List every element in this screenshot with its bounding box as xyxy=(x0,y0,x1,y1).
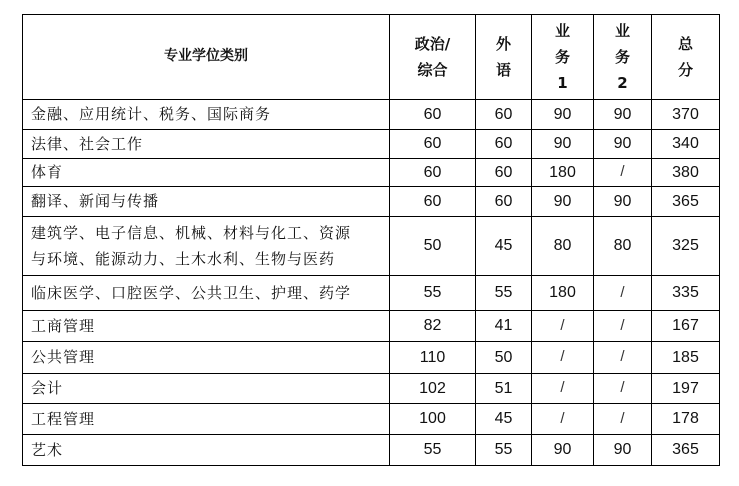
total-cell: 197 xyxy=(652,374,720,404)
category-cell xyxy=(23,100,390,130)
category-text: 会计 xyxy=(31,379,64,398)
politics-cell: 110 xyxy=(390,342,476,374)
header-subject2-line: 务 xyxy=(614,48,630,66)
category-cell xyxy=(23,311,390,342)
language-cell: 60 xyxy=(476,130,532,159)
table-row xyxy=(23,187,720,217)
politics-cell: 55 xyxy=(390,435,476,466)
header-language-line: 外 xyxy=(495,35,511,53)
header-category: 专业学位类别 xyxy=(23,15,390,100)
subject2-cell: 90 xyxy=(594,130,652,159)
subject1-cell: 180 xyxy=(532,276,594,311)
header-subject2 xyxy=(594,15,652,100)
table-row xyxy=(23,404,720,435)
language-cell: 45 xyxy=(476,217,532,276)
total-cell: 335 xyxy=(652,276,720,311)
subject2-cell: / xyxy=(594,342,652,374)
category-text: 公共管理 xyxy=(31,348,96,367)
header-total-line: 分 xyxy=(677,61,693,79)
category-cell xyxy=(23,342,390,374)
politics-cell: 50 xyxy=(390,217,476,276)
score-table-container xyxy=(22,14,719,466)
politics-cell: 60 xyxy=(390,130,476,159)
subject2-cell: 90 xyxy=(594,435,652,466)
category-text: 体育 xyxy=(31,163,64,182)
header-row xyxy=(23,15,720,100)
table-row xyxy=(23,435,720,466)
language-cell: 60 xyxy=(476,159,532,187)
language-cell: 55 xyxy=(476,435,532,466)
header-total xyxy=(652,15,720,100)
header-total-line: 总 xyxy=(677,35,693,53)
header-politics xyxy=(390,15,476,100)
politics-cell: 60 xyxy=(390,159,476,187)
header-subject1-line: 务 xyxy=(554,48,570,66)
category-text: 工商管理 xyxy=(31,316,96,335)
politics-cell: 82 xyxy=(390,311,476,342)
category-text: 建筑学、电子信息、机械、材料与化工、资源 xyxy=(31,224,352,242)
subject1-cell: 90 xyxy=(532,187,594,217)
category-cell xyxy=(23,130,390,159)
header-subject2-line: 业 xyxy=(614,22,630,40)
politics-cell: 102 xyxy=(390,374,476,404)
total-cell: 380 xyxy=(652,159,720,187)
category-cell xyxy=(23,435,390,466)
subject1-cell: / xyxy=(532,374,594,404)
table-row xyxy=(23,100,720,130)
category-text: 与环境、能源动力、土木水利、生物与医药 xyxy=(31,250,336,268)
table-row xyxy=(23,276,720,311)
total-cell: 167 xyxy=(652,311,720,342)
subject2-cell: / xyxy=(594,404,652,435)
politics-cell: 60 xyxy=(390,100,476,130)
total-cell: 340 xyxy=(652,130,720,159)
total-cell: 365 xyxy=(652,187,720,217)
subject2-cell: / xyxy=(594,159,652,187)
language-cell: 50 xyxy=(476,342,532,374)
subject1-cell: / xyxy=(532,342,594,374)
category-cell xyxy=(23,217,390,276)
subject2-cell: / xyxy=(594,374,652,404)
subject2-cell: 90 xyxy=(594,187,652,217)
language-cell: 41 xyxy=(476,311,532,342)
header-language-line: 语 xyxy=(495,61,511,79)
category-text: 翻译、新闻与传播 xyxy=(31,192,160,211)
politics-cell: 55 xyxy=(390,276,476,311)
subject1-cell: / xyxy=(532,311,594,342)
language-cell: 55 xyxy=(476,276,532,311)
subject2-cell: 90 xyxy=(594,100,652,130)
category-text: 金融、应用统计、税务、国际商务 xyxy=(31,105,272,124)
subject1-cell: 90 xyxy=(532,130,594,159)
total-cell: 365 xyxy=(652,435,720,466)
total-cell: 178 xyxy=(652,404,720,435)
politics-cell: 60 xyxy=(390,187,476,217)
category-cell xyxy=(23,159,390,187)
category-text: 工程管理 xyxy=(31,409,96,428)
language-cell: 60 xyxy=(476,187,532,217)
subject2-cell: / xyxy=(594,311,652,342)
table-body xyxy=(23,100,720,466)
subject1-cell: 180 xyxy=(532,159,594,187)
header-subject1-line: 业 xyxy=(554,22,570,40)
politics-cell: 100 xyxy=(390,404,476,435)
table-row xyxy=(23,374,720,404)
category-cell xyxy=(23,187,390,217)
header-subject1 xyxy=(532,15,594,100)
category-cell xyxy=(23,374,390,404)
table-row xyxy=(23,311,720,342)
language-cell: 45 xyxy=(476,404,532,435)
subject1-cell: 80 xyxy=(532,217,594,276)
category-cell xyxy=(23,276,390,311)
language-cell: 60 xyxy=(476,100,532,130)
category-cell xyxy=(23,404,390,435)
subject1-cell: 90 xyxy=(532,100,594,130)
total-cell: 325 xyxy=(652,217,720,276)
header-politics-line: 政治/ xyxy=(414,35,451,53)
category-text: 临床医学、口腔医学、公共卫生、护理、药学 xyxy=(31,283,352,302)
table-row xyxy=(23,217,720,276)
category-text: 法律、社会工作 xyxy=(31,134,144,153)
header-politics-line: 综合 xyxy=(417,61,448,79)
category-text: 艺术 xyxy=(31,440,64,459)
header-subject1-line: 1 xyxy=(557,74,568,92)
table-row xyxy=(23,342,720,374)
subject2-cell: 80 xyxy=(594,217,652,276)
score-table xyxy=(22,14,720,466)
header-language xyxy=(476,15,532,100)
header-subject2-line: 2 xyxy=(617,74,628,92)
subject1-cell: / xyxy=(532,404,594,435)
table-row xyxy=(23,130,720,159)
language-cell: 51 xyxy=(476,374,532,404)
table-row xyxy=(23,159,720,187)
subject2-cell: / xyxy=(594,276,652,311)
total-cell: 185 xyxy=(652,342,720,374)
subject1-cell: 90 xyxy=(532,435,594,466)
total-cell: 370 xyxy=(652,100,720,130)
